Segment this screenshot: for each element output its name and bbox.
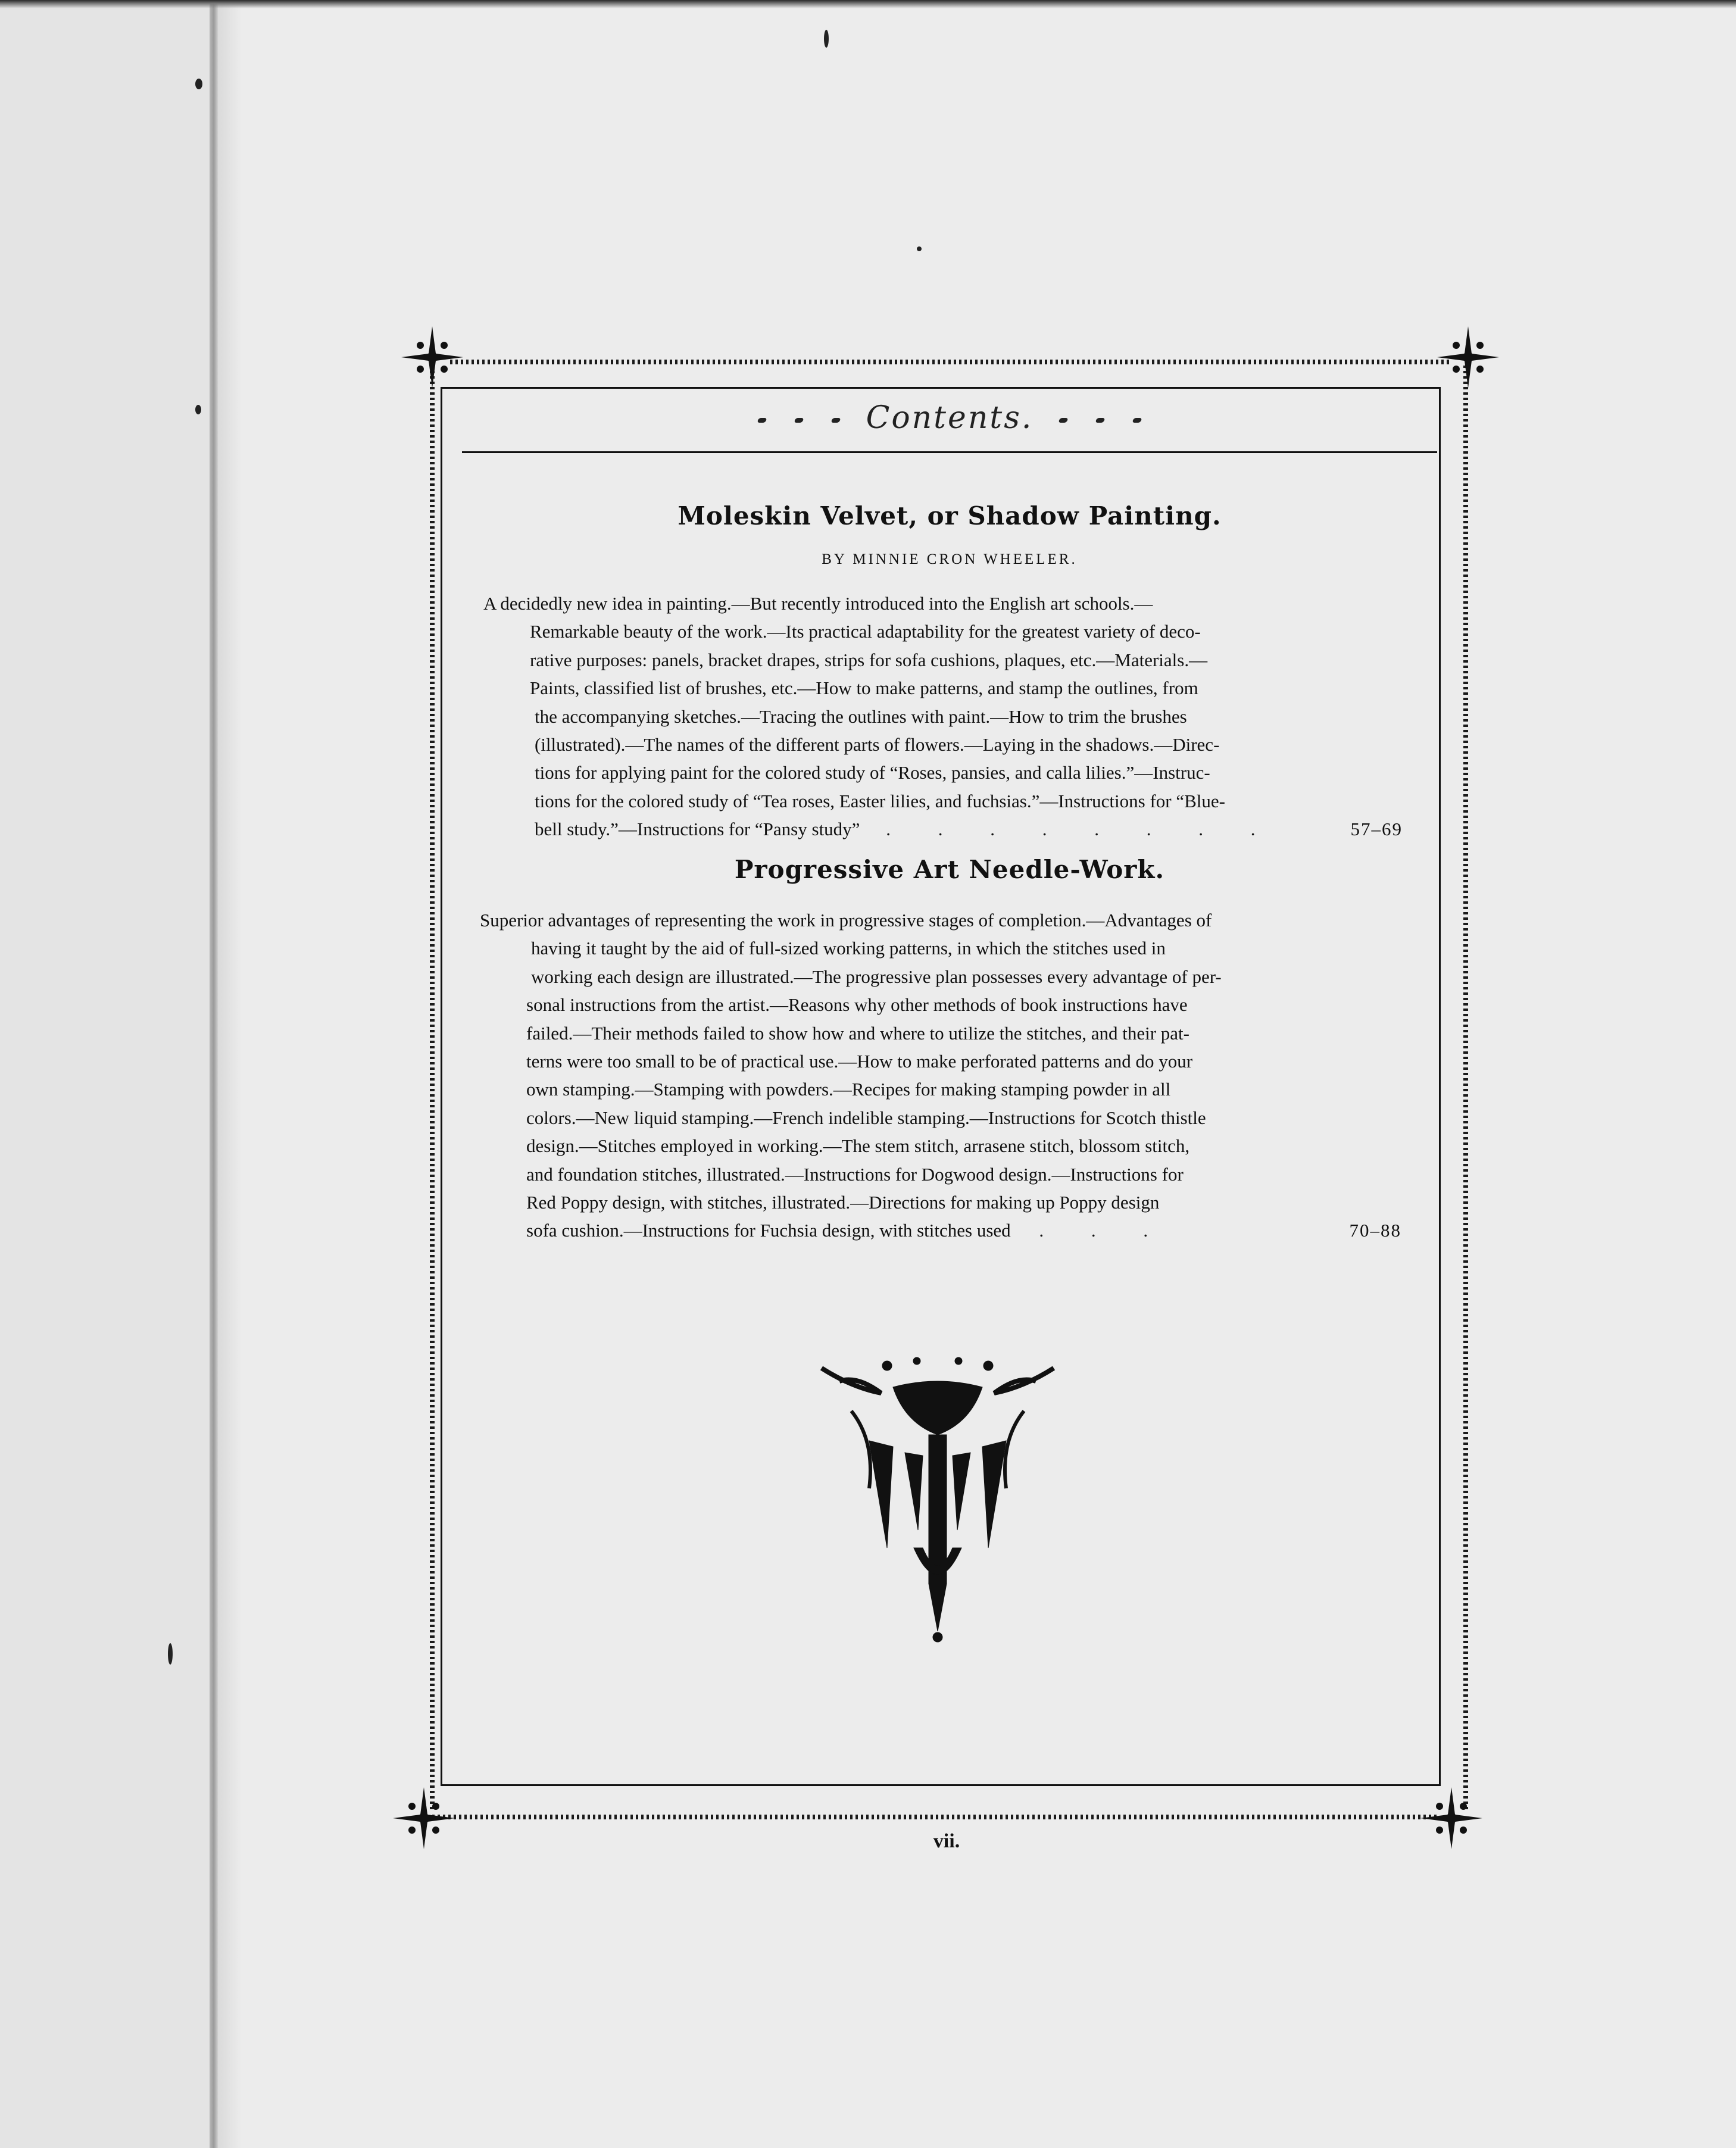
margin-speck: [195, 79, 202, 89]
section-title-moleskin: Moleskin Velvet, or Shadow Painting.: [677, 501, 1222, 530]
entry-line: Superior advantages of representing the work in progressive stages of completion.—Advantages of: [480, 910, 1212, 931]
contents-heading: [462, 400, 1437, 436]
dash-ornament: [1058, 418, 1068, 423]
contents-heading-text: Contents.: [866, 400, 1034, 436]
corner-fleuron-icon: [1418, 1785, 1485, 1852]
entry-line: A decidedly new idea in painting.—But recently introduced into the English art schools.—: [483, 593, 1153, 614]
entry-line: colors.—New liquid stamping.—French indelible stamping.—Instructions for Scotch thistle: [526, 1107, 1206, 1128]
entry-line: tions for applying paint for the colored study of “Roses, pansies, and calla lilies.”—Instruc-: [535, 762, 1210, 783]
margin-speck: [824, 30, 829, 48]
dash-ornament: [1132, 418, 1142, 423]
entry-line: bell study.”—Instructions for “Pansy study”: [535, 819, 860, 840]
entry-line: tions for the colored study of “Tea roses, Easter lilies, and fuchsias.”—Instructions for “Blue-: [535, 790, 1226, 811]
entry-line: terns were too small to be of practical use.—How to make perforated patterns and do your: [526, 1051, 1193, 1072]
book-spine: [210, 0, 218, 2148]
header-rule: [462, 451, 1437, 453]
entry-line: Red Poppy design, with stitches, illustrated.—Directions for making up Poppy design: [526, 1192, 1160, 1213]
entry-line-last: [483, 815, 1403, 843]
entry-line: having it taught by the aid of full-sized working patterns, in which the stitches used in: [531, 938, 1166, 959]
tailpiece-ornament-icon: [816, 1351, 1060, 1643]
border-left: [430, 366, 435, 1812]
entry-line: working each design are illustrated.—The progressive plan possesses every advantage of per-: [531, 966, 1222, 987]
fold-shadow: [218, 0, 242, 2148]
entry-line: sofa cushion.—Instructions for Fuchsia design, with stitches used: [526, 1220, 1011, 1241]
page-number: vii.: [933, 1830, 960, 1852]
entry-line: own stamping.—Stamping with powders.—Recipes for making stamping powder in all: [526, 1079, 1171, 1100]
dash-ornament: [757, 418, 767, 423]
border-right: [1463, 366, 1468, 1812]
author-byline: BY MINNIE CRON WHEELER.: [822, 551, 1078, 567]
margin-speck: [168, 1643, 173, 1665]
entry-line: and foundation stitches, illustrated.—Instructions for Dogwood design.—Instructions for: [526, 1163, 1184, 1185]
border-top: [450, 360, 1450, 364]
entry-line-last: [480, 1216, 1401, 1244]
margin-speck: [917, 246, 922, 251]
page-range: 57–69: [1350, 819, 1403, 840]
entry-line: the accompanying sketches.—Tracing the outlines with paint.—How to trim the brushes: [535, 705, 1187, 727]
left-page-edge: [0, 0, 214, 2148]
entry-line: sonal instructions from the artist.—Reasons why other methods of book instructions have: [526, 994, 1188, 1016]
dot-leaders: . . . . . . . .: [886, 819, 1277, 840]
entry-line: rative purposes: panels, bracket drapes, strips for sofa cushions, plaques, etc.—Materials.—: [530, 649, 1208, 670]
border-bottom: [432, 1815, 1438, 1819]
corner-fleuron-icon: [391, 1785, 457, 1852]
corner-fleuron-icon: [1435, 324, 1501, 391]
dash-ornament: [831, 418, 841, 423]
entry-line: Paints, classified list of brushes, etc.—How to make patterns, and stamp the outlines, from: [530, 678, 1198, 699]
section-title-needlework: Progressive Art Needle-Work.: [734, 855, 1165, 884]
entry-line: Remarkable beauty of the work.—Its practical adaptability for the greatest variety of deco-: [530, 621, 1201, 642]
toc-entry-needlework: [480, 906, 1401, 1245]
dash-ornament: [794, 418, 804, 423]
entry-line: failed.—Their methods failed to show how and where to utilize the stitches, and their pat-: [526, 1022, 1189, 1044]
dot-leaders: . . .: [1039, 1220, 1170, 1241]
corner-fleuron-icon: [399, 324, 466, 391]
toc-entry-moleskin: [483, 589, 1403, 844]
dash-ornament: [1095, 418, 1105, 423]
entry-line: design.—Stitches employed in working.—The stem stitch, arrasene stitch, blossom stitch,: [526, 1135, 1190, 1157]
entry-line: (illustrated).—The names of the different parts of flowers.—Laying in the shadows.—Direc-: [535, 734, 1220, 755]
top-edge-shadow: [0, 0, 1736, 8]
margin-speck: [195, 405, 201, 414]
page-range: 70–88: [1349, 1220, 1401, 1241]
